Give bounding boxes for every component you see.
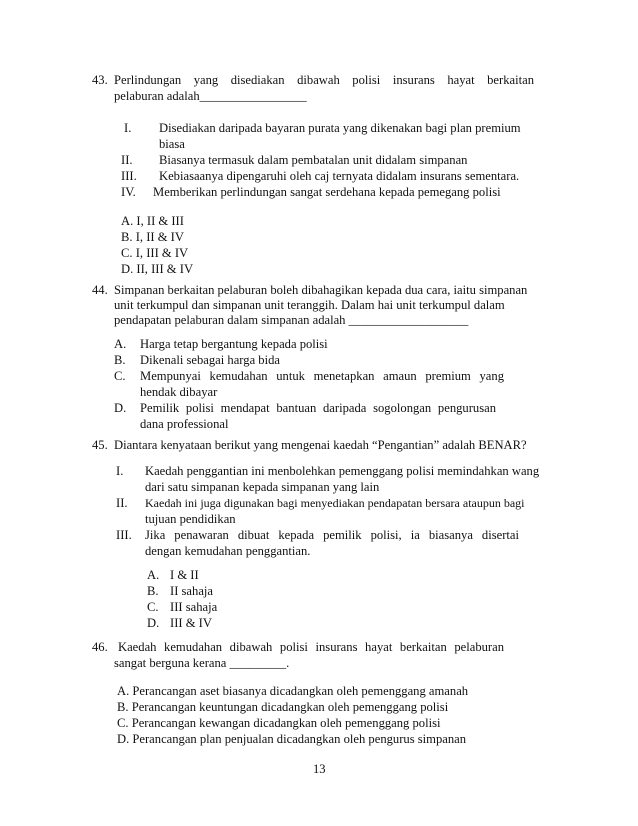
option-letter: A. [114, 337, 127, 351]
answer-option: A. I, II & III [121, 214, 184, 228]
option-letter: C. [147, 600, 159, 614]
answer-option: D. II, III & IV [121, 262, 194, 276]
statement-text: Kaedah ini juga digunakan bagi menyediakan pendapatan bersara ataupun bagi [145, 496, 525, 510]
statement-text: Disediakan daripada bayaran purata yang dikenakan bagi plan premium [159, 121, 521, 135]
answer-option: D. Perancangan plan penjualan dicadangkan oleh pengurus simpanan [117, 732, 467, 746]
statement-text: dari satu simpanan kepada simpanan yang lain [145, 480, 380, 494]
statement-text: Kaedah penggantian ini menbolehkan pemenggang polisi memindahkan wang [145, 464, 540, 478]
statement-number: II. [116, 496, 128, 510]
option-letter: D. [114, 401, 127, 415]
option-text: dana professional [140, 417, 229, 431]
question-stem: sangat berguna kerana _________. [114, 656, 290, 670]
question-number: 44. [92, 283, 108, 297]
option-text: II sahaja [170, 584, 214, 598]
option-letter: C. [114, 369, 126, 383]
option-letter: D. [147, 616, 160, 630]
option-text: Pemilik polisi mendapat bantuan daripada sogolongan pengurusan [140, 401, 496, 415]
statement-number: I. [116, 464, 124, 478]
statement-number: III. [116, 528, 132, 542]
option-text: Mempunyai kemudahan untuk menetapkan amaun premium yang [140, 369, 504, 383]
question-number: 45. [92, 438, 108, 452]
statement-text: Jika penawaran dibuat kepada pemilik polisi, ia biasanya disertai [145, 528, 519, 542]
answer-option: C. I, III & IV [121, 246, 189, 260]
statement-text: biasa [159, 137, 185, 151]
answer-option: A. Perancangan aset biasanya dicadangkan oleh pemenggang amanah [117, 684, 469, 698]
question-stem: pelaburan adalah_________________ [114, 89, 307, 103]
question-stem: Kaedah kemudahan dibawah polisi insurans hayat berkaitan pelaburan [118, 640, 504, 654]
option-text: hendak dibayar [140, 385, 218, 399]
option-letter: B. [147, 584, 159, 598]
option-letter: A. [147, 568, 160, 582]
statement-number: II. [121, 153, 133, 167]
question-number: 46. [92, 640, 108, 654]
option-text: Harga tetap bergantung kepada polisi [140, 337, 328, 351]
question-stem: Simpanan berkaitan pelaburan boleh dibahagikan kepada dua cara, iaitu simpanan [114, 283, 528, 297]
statement-number: I. [124, 121, 132, 135]
statement-text: Memberikan perlindungan sangat serdehana kepada pemegang polisi [153, 185, 501, 199]
page-number: 13 [313, 762, 326, 776]
question-stem: unit terkumpul dan simpanan unit teranggih. Dalam hai unit terkumpul dalam [114, 298, 505, 312]
statement-text: tujuan pendidikan [145, 512, 236, 526]
option-letter: B. [114, 353, 126, 367]
question-number: 43. [92, 73, 108, 87]
statement-text: dengan kemudahan penggantian. [145, 544, 311, 558]
answer-option: B. I, II & IV [121, 230, 184, 244]
answer-option: B. Perancangan keuntungan dicadangkan oleh pemenggang polisi [117, 700, 449, 714]
answer-option: C. Perancangan kewangan dicadangkan oleh pemenggang polisi [117, 716, 441, 730]
question-stem: Diantara kenyataan berikut yang mengenai kaedah “Pengantian” adalah BENAR? [114, 438, 527, 452]
statement-text: Biasanya termasuk dalam pembatalan unit didalam simpanan [159, 153, 468, 167]
question-stem: Perlindungan yang disediakan dibawah polisi insurans hayat berkaitan [114, 73, 534, 87]
option-text: Dikenali sebagai harga bida [140, 353, 280, 367]
question-stem: pendapatan pelaburan dalam simpanan adalah ___________________ [114, 313, 469, 327]
option-text: III & IV [170, 616, 212, 630]
option-text: III sahaja [170, 600, 218, 614]
option-text: I & II [170, 568, 199, 582]
statement-number: IV. [121, 185, 136, 199]
statement-text: Kebiasaanya dipengaruhi oleh caj ternyata didalam insurans sementara. [159, 169, 520, 183]
statement-number: III. [121, 169, 137, 183]
